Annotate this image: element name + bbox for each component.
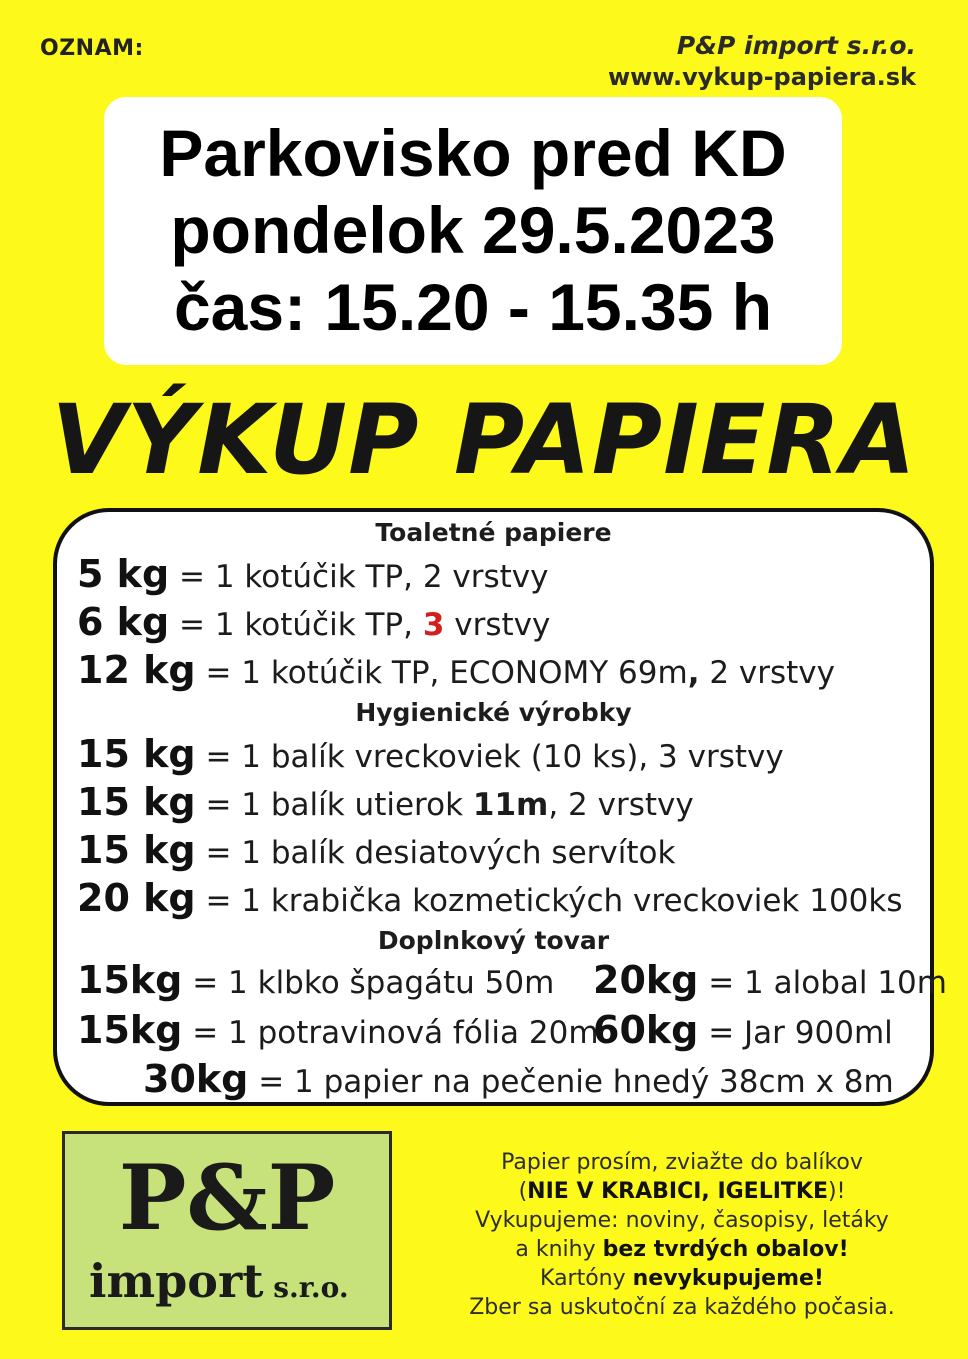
company-name: P&P import s.r.o.: [676, 31, 916, 60]
price-row: [77, 648, 835, 692]
event-info-box: [104, 97, 842, 365]
website-link[interactable]: www.vykup-papiera.sk: [607, 63, 916, 91]
weight: 15 kg: [77, 828, 196, 872]
reward: = 1 kotúčik TP, ECONOMY 69m: [195, 655, 688, 691]
price-row: [593, 1008, 893, 1052]
weight: 15 kg: [77, 780, 196, 824]
section-title-toilet-paper: Toaletné papiere: [375, 518, 612, 547]
reward: = 1 balík utierok: [195, 787, 473, 823]
reward-tail: , 2 vrstvy: [548, 787, 694, 823]
highlight-number: 3: [422, 607, 445, 643]
note-line: Kartóny nevykupujeme!: [540, 1266, 824, 1291]
headline: VÝKUP PAPIERA: [51, 384, 917, 496]
weight: 5 kg: [77, 552, 170, 596]
reward: = 1 papier na pečenie hnedý 38cm x 8m: [248, 1064, 894, 1100]
section-title-hygiene: Hygienické výrobky: [355, 698, 632, 727]
weight: 20 kg: [77, 876, 196, 920]
notice-label: OZNAM:: [40, 36, 144, 61]
reward: = 1 balík desiatových servítok: [195, 835, 676, 871]
reward: = 1 kotúčik TP,: [169, 607, 423, 643]
note-line: Zber sa uskutoční za každého počasia.: [469, 1295, 895, 1320]
note-line: Vykupujeme: noviny, časopisy, letáky: [475, 1208, 889, 1233]
weight: 20kg: [593, 958, 699, 1002]
price-row: [77, 732, 784, 776]
company-logo: [62, 1131, 392, 1330]
weight: 12 kg: [77, 648, 196, 692]
collection-notes: [432, 1148, 932, 1322]
reward: = 1 balík vreckoviek (10 ks), 3 vrstvy: [195, 739, 784, 775]
reward: = Jar 900ml: [698, 1015, 893, 1051]
weight: 15 kg: [77, 732, 196, 776]
reward: = 1 klbko špagátu 50m: [182, 965, 555, 1001]
reward-tail: 2 vrstvy: [699, 655, 835, 691]
price-row: [77, 958, 554, 1002]
reward: = 1 alobal 10m: [698, 965, 947, 1001]
reward-bold: 11m: [472, 787, 549, 823]
weight: 30kg: [143, 1057, 249, 1101]
note-line: Papier prosím, zviažte do balíkov: [501, 1150, 863, 1175]
weight: 15kg: [77, 958, 183, 1002]
note-line: (NIE V KRABICI, IGELITKE)!: [518, 1179, 846, 1204]
price-row: [77, 600, 550, 644]
price-list: [53, 508, 947, 1106]
reward: = 1 krabička kozmetických vreckoviek 100ks: [195, 883, 903, 919]
reward-tail: vrstvy: [444, 607, 551, 643]
event-place: Parkovisko pred KD: [159, 116, 787, 190]
logo-mark: P&P: [118, 1145, 336, 1251]
weight: 15kg: [77, 1008, 183, 1052]
price-row: [77, 1008, 599, 1052]
price-row: [77, 876, 903, 920]
price-row: [593, 958, 947, 1002]
reward-bold: ,: [687, 655, 700, 691]
note-line: a knihy bez tvrdých obalov!: [515, 1237, 849, 1262]
reward: = 1 kotúčik TP, 2 vrstvy: [169, 559, 549, 595]
weight: 6 kg: [77, 600, 170, 644]
weight: 60kg: [593, 1008, 699, 1052]
reward: = 1 potravinová fólia 20m: [182, 1015, 599, 1051]
price-row: [77, 552, 549, 596]
section-title-extra-goods: Doplnkový tovar: [377, 926, 610, 955]
event-time: čas: 15.20 - 15.35 h: [173, 270, 773, 344]
event-date: pondelok 29.5.2023: [170, 193, 776, 267]
price-row: [77, 780, 694, 824]
price-row: [143, 1057, 894, 1101]
price-row: [77, 828, 675, 872]
company-header: [608, 30, 916, 92]
logo-wordmark: import s.r.o.: [89, 1254, 349, 1308]
